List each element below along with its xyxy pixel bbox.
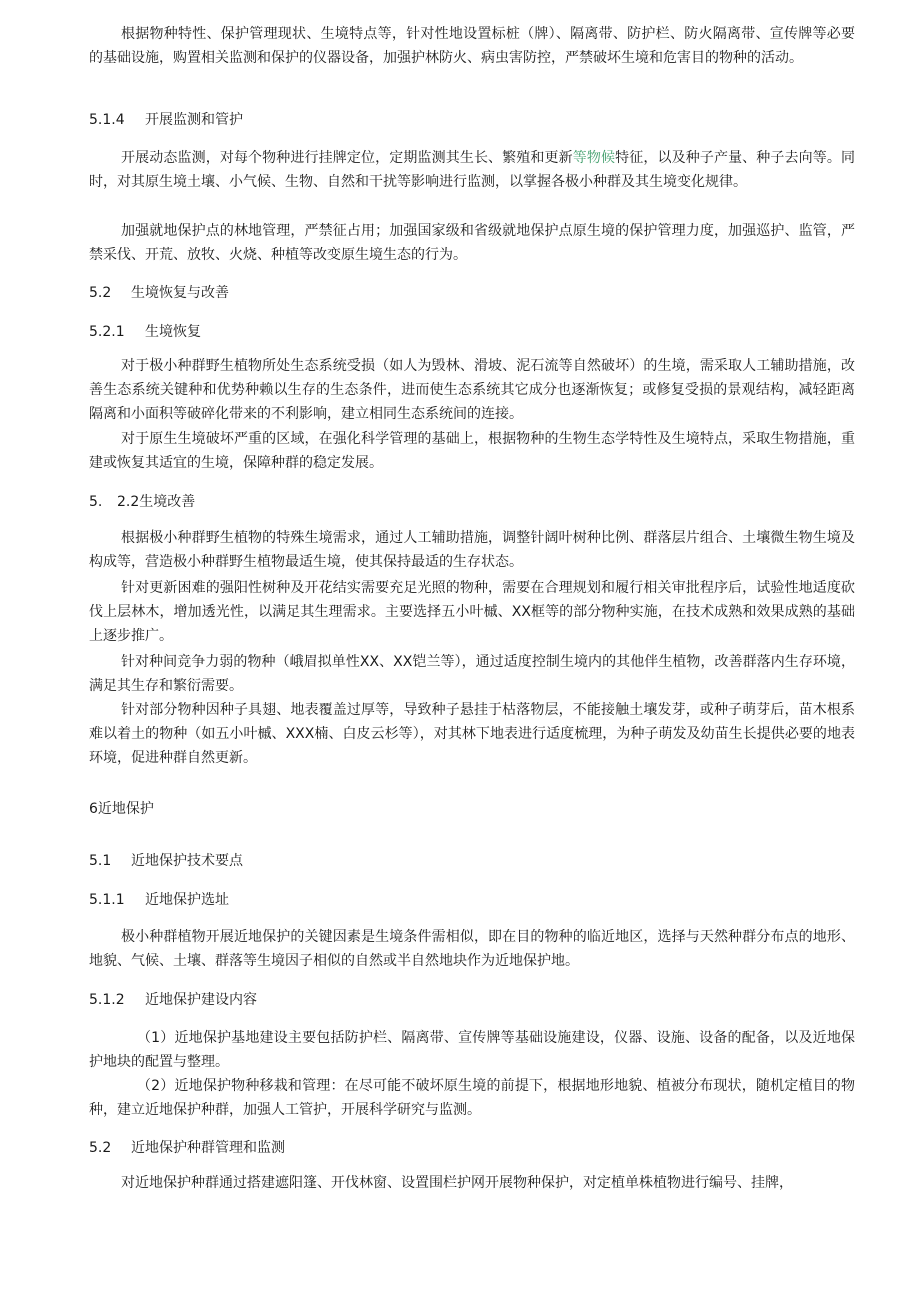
paragraph-forest-management: 加强就地保护点的林地管理，严禁征占用；加强国家级和省级就地保护点原生境的保护管理力度，加强巡护、监管，严禁采伐、开荒、放牧、火烧、种植等改变原生境生态的行为。 (89, 223, 855, 263)
paragraph-population-monitoring: 对近地保护种群通过搭建遮阳篷、开伐林窗、设置围栏护网开展物种保护，对定植单株植物进行编号、挂牌， (121, 1175, 793, 1191)
text-run: 开展动态监测，对每个物种进行挂牌定位，定期监测其生长、繁殖和更新 (121, 150, 573, 166)
heading-title: 2.2生境改善 (117, 494, 196, 510)
heading-number: 5.1 (89, 853, 112, 869)
heading-5-2-population (89, 1138, 855, 1158)
heading-title: 近地保护技术要点 (131, 853, 243, 869)
paragraph-base-construction: （1）近地保护基地建设主要包括防护栏、隔离带、宣传牌等基础设施建设，仪器、设施、设备的配备，以及近地保护地块的配置与整理。 (89, 1030, 855, 1070)
paragraph-weak-competition: 针对种间竞争力弱的物种（峨眉拟单性XX、XX铠兰等），通过适度控制生境内的其他伴生植物，改善群落内生存环境，满足其生存和繁衍需要。 (89, 654, 855, 694)
heading-5-1-2 (89, 990, 855, 1010)
heading-number: 5. (89, 494, 103, 510)
heading-number: 5.2.1 (89, 324, 125, 340)
heading-number: 5.2 (89, 1140, 112, 1156)
heading-5-2-1 (89, 322, 855, 342)
heading-number: 5.1.1 (89, 892, 125, 908)
heading-title: 开展监测和管护 (145, 112, 243, 128)
heading-5-1-4 (89, 110, 855, 130)
paragraph-light-demanding: 针对更新困难的强阳性树种及开花结实需要充足光照的物种，需要在合理规划和履行相关审批程序后，试验性地适度砍伐上层林木，增加透光性，以满足其生理需求。主要选择五小叶槭、XX框等的部分物种实施，在技术成熟和效果成熟的基础上逐步推广。 (89, 580, 855, 644)
highlighted-text: 等物候 (572, 150, 616, 166)
text-run: 特征，以及种子产量、种子去向等。同时，对其原生境土壤、小气候、生物、自然和干扰等影响进行监测，以掌握各极小种群及其生境变化规律。 (89, 150, 856, 190)
heading-5-2-2 (89, 492, 855, 512)
paragraph-severe-damage: 对于原生生境破坏严重的区域，在强化科学管理的基础上，根据物种的生物生态学特性及生境特点，采取生物措施，重建或恢复其适宜的生境，保障种群的稳定发展。 (89, 431, 855, 471)
heading-title: 近地保护种群管理和监测 (131, 1140, 285, 1156)
paragraph-facilities: 根据物种特性、保护管理现状、生境特点等，针对性地设置标桩（牌）、隔离带、防护栏、防火隔离带、宣传牌等必要的基础设施，购置相关监测和保护的仪器设备，加强护林防火、病虫害防控，严禁破坏生境和危害目的物种的活动。 (89, 26, 855, 66)
heading-number: 5.2 (89, 285, 112, 301)
heading-title: 生境恢复与改善 (131, 285, 229, 301)
paragraph-seed-germination: 针对部分物种因种子具翅、地表覆盖过厚等，导致种子悬挂于枯落物层，不能接触土壤发芽，或种子萌芽后，苗木根系难以着土的物种（如五小叶槭、XXX楠、白皮云杉等），对其林下地表进行适度梳理，为种子萌发及幼苗生长提供必要的地表环境，促进种群自然更新。 (89, 702, 855, 766)
heading-6: 6近地保护 (89, 801, 154, 817)
heading-5-2 (89, 283, 855, 303)
paragraph-habitat-improvement: 根据极小种群野生植物的特殊生境需求，通过人工辅助措施，调整针阔叶树种比例、群落层片组合、土壤微生物生境及构成等，营造极小种群野生植物最适生境，使其保持最适的生存状态。 (89, 530, 855, 570)
heading-title: 近地保护建设内容 (145, 992, 257, 1008)
heading-5-1 (89, 851, 855, 871)
paragraph-transplant-management: （2）近地保护物种移栽和管理：在尽可能不破坏原生境的前提下，根据地形地貌、植被分布现状，随机定植目的物种，建立近地保护种群，加强人工管护，开展科学研究与监测。 (89, 1078, 855, 1118)
heading-5-1-1 (89, 890, 855, 910)
heading-number: 5.1.4 (89, 112, 125, 128)
heading-title: 近地保护选址 (145, 892, 229, 908)
paragraph-dynamic-monitoring (89, 146, 855, 194)
heading-title: 生境恢复 (145, 324, 201, 340)
paragraph-site-selection: 极小种群植物开展近地保护的关键因素是生境条件需相似，即在目的物种的临近地区，选择与天然种群分布点的地形、地貌、气候、土壤、群落等生境因子相似的自然或半自然地块作为近地保护地。 (89, 929, 855, 969)
heading-number: 5.1.2 (89, 992, 125, 1008)
paragraph-habitat-restoration: 对于极小种群野生植物所处生态系统受损（如人为毁林、滑坡、泥石流等自然破坏）的生境，需采取人工辅助措施，改善生态系统关键种和优势种赖以生存的生态条件，进而使生态系统其它成分也逐渐恢复；或修复受损的景观结构，减轻距离隔离和小面积等破碎化带来的不利影响，建立相同生态系统间的连接。 (89, 358, 855, 422)
